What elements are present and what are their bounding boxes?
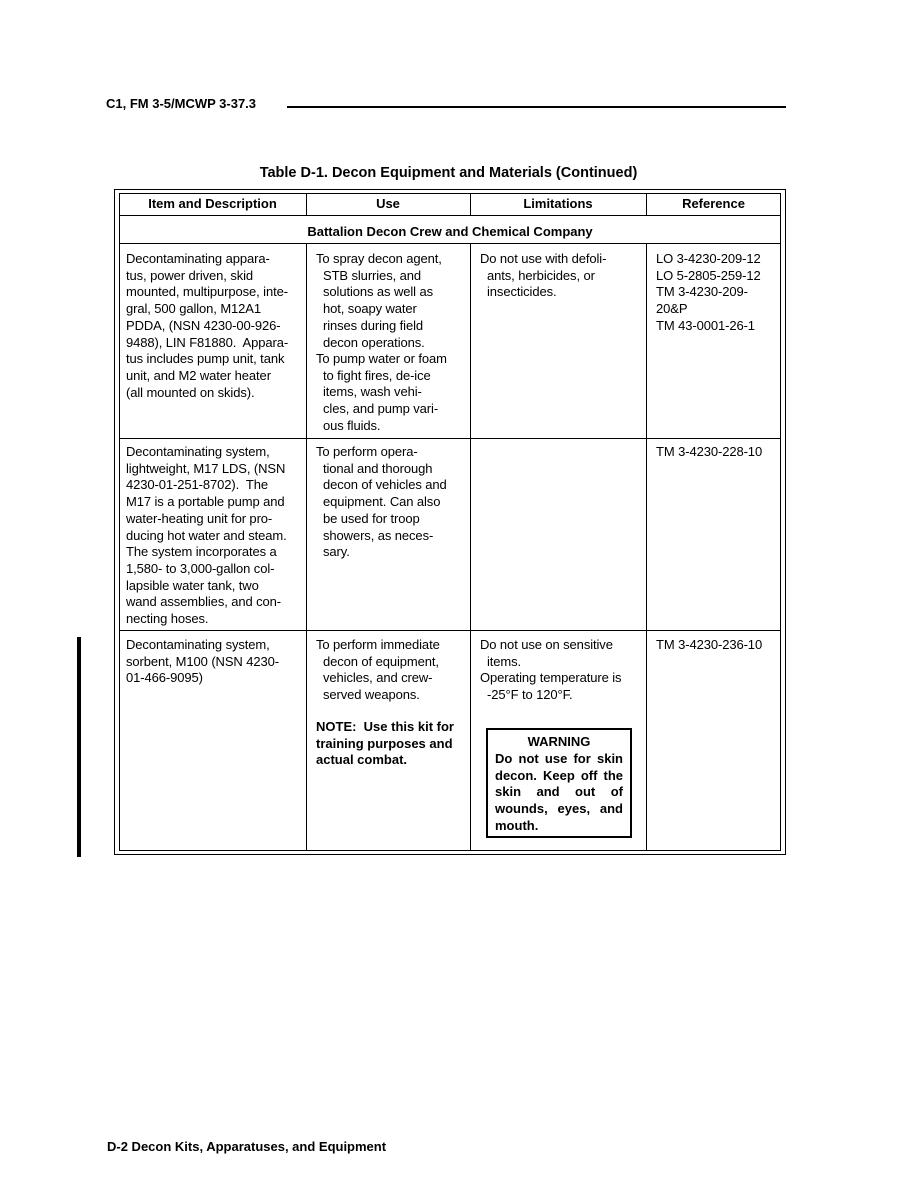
page-footer: D-2 Decon Kits, Apparatuses, and Equipment [107, 1139, 387, 1154]
column-divider [470, 243, 471, 851]
row3-limitations-para-2: Operating temperature is -25°F to 120°F. [480, 670, 622, 702]
row3-use-note: NOTE: Use this kit for training purposes and actual combat. [316, 719, 454, 768]
section-heading: Battalion Decon Crew and Chemical Company [307, 224, 593, 239]
column-divider [306, 243, 307, 851]
row-divider [119, 438, 781, 439]
warning-title: WARNING [527, 734, 591, 749]
row3-item-description: Decontaminating system, sorbent, M100 (NSN 4230- 01-466-9095) [126, 637, 279, 686]
row3-use: To perform immediate decon of equipment, vehicles, and crew- served weapons. [316, 637, 440, 703]
table-title: Table D-1. Decon Equipment and Materials (Continued) [259, 165, 638, 181]
row2-reference: TM 3-4230-228-10 [656, 444, 763, 459]
row1-limitations: Do not use with defoli- ants, herbicides, or insecticides. [480, 251, 607, 300]
column-header-limitations: Limitations [523, 196, 593, 211]
row-divider [119, 630, 781, 631]
row2-use: To perform opera- tional and thorough decon of vehicles and equipment. Can also be used for troop showers, as neces- sary. [316, 444, 447, 560]
warning-text: Do not use for skin decon. Keep off the skin and out of wounds, eyes, and mouth. [495, 751, 623, 833]
column-header-item: Item and Description [148, 196, 277, 211]
row3-reference: TM 3-4230-236-10 [656, 637, 763, 652]
header-row-divider [119, 215, 781, 216]
row1-item-description: Decontaminating appara- tus, power driven, skid mounted, multipurpose, inte- gral, 500 gallon, M12A1 PDDA, (NSN 4230-00-926- 9488), LIN F81880. Appara- tus includes pump unit, tank unit, and M2 water heater (all mounted on skids). [126, 251, 289, 400]
header-rule [287, 106, 786, 108]
section-row-divider [119, 243, 781, 244]
row2-item-description: Decontaminating system, lightweight, M17 LDS, (NSN 4230-01-251-8702). The M17 is a portable pump and water-heating unit for pro- ducing hot water and steam. The system incorporates a 1,580- to 3,000-gallon col- lapsible water tank, two wand assemblies, and con- necting hoses. [126, 444, 287, 627]
column-divider [646, 243, 647, 851]
row3-limitations-para-1: Do not use on sensitive items. [480, 637, 613, 669]
row1-use-para-1: To spray decon agent, STB slurries, and solutions as well as hot, soapy water rinses during field decon operations. [316, 251, 442, 350]
column-header-reference: Reference [682, 196, 745, 211]
row1-use-para-2: To pump water or foam to fight fires, de-ice items, wash vehi- cles, and pump vari- ous fluids. [316, 351, 447, 433]
change-bar [77, 637, 81, 857]
column-header-use: Use [376, 196, 400, 211]
row1-reference: LO 3-4230-209-12 LO 5-2805-259-12 TM 3-4230-209- 20&P TM 43-0001-26-1 [656, 251, 761, 333]
running-header: C1, FM 3-5/MCWP 3-37.3 [106, 96, 257, 111]
